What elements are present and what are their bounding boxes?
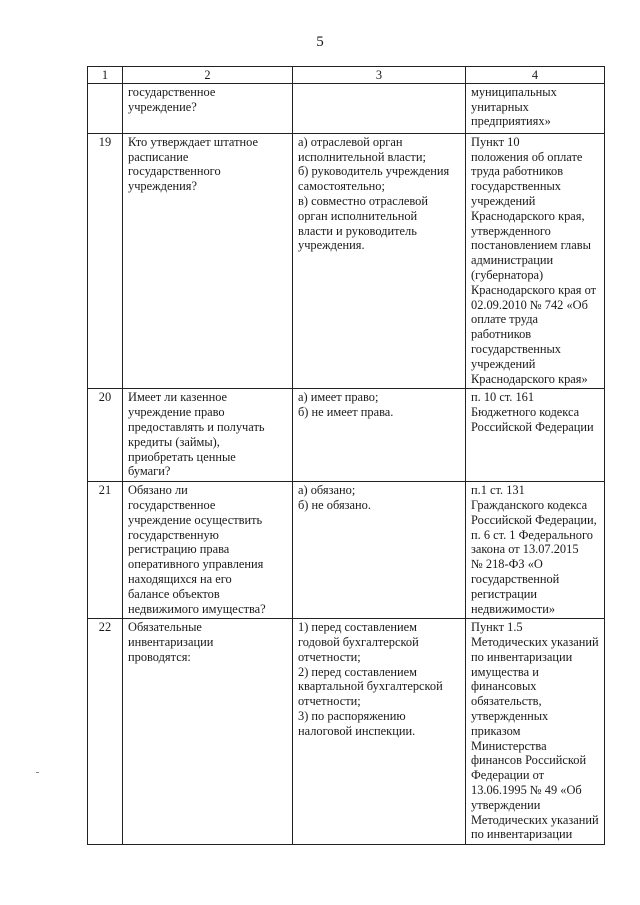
row-number: 19 bbox=[88, 133, 123, 389]
source-cell: Пункт 10 положения об оплате труда работников государственных учреждений Краснодарского края, утвержденного постановлением главы администрации (губернатора) Краснодарского края от 02.09.2010 № 742 «Об оплате труда работников государственных учреждений Краснодарского края» bbox=[466, 133, 605, 389]
answers-cell bbox=[293, 83, 466, 133]
column-header-question: 2 bbox=[123, 67, 293, 84]
answers-cell: 1) перед составлением годовой бухгалтерской отчетности; 2) перед составлением квартальной бухгалтерской отчетности; 3) по распоряжению налоговой инспекции. bbox=[293, 619, 466, 845]
row-number bbox=[88, 83, 123, 133]
row-number: 22 bbox=[88, 619, 123, 845]
question-cell: Обязано ли государственное учреждение осуществить государственную регистрацию права оперативного управления находящихся на его балансе объектов недвижимого имущества? bbox=[123, 482, 293, 619]
table-header-row bbox=[88, 67, 605, 84]
question-cell: Кто утверждает штатное расписание государственного учреждения? bbox=[123, 133, 293, 389]
margin-mark bbox=[36, 772, 39, 773]
row-number: 21 bbox=[88, 482, 123, 619]
row-number: 20 bbox=[88, 389, 123, 482]
table-row bbox=[88, 83, 605, 133]
column-header-answers: 3 bbox=[293, 67, 466, 84]
table-row bbox=[88, 133, 605, 389]
questions-table bbox=[87, 66, 605, 845]
source-cell: п. 10 ст. 161 Бюджетного кодекса Российской Федерации bbox=[466, 389, 605, 482]
column-header-source: 4 bbox=[466, 67, 605, 84]
column-header-number: 1 bbox=[88, 67, 123, 84]
table-row bbox=[88, 389, 605, 482]
answers-cell: а) имеет право; б) не имеет права. bbox=[293, 389, 466, 482]
question-cell: Обязательные инвентаризации проводятся: bbox=[123, 619, 293, 845]
source-cell: муниципальных унитарных предприятиях» bbox=[466, 83, 605, 133]
question-cell: государственное учреждение? bbox=[123, 83, 293, 133]
answers-cell: а) отраслевой орган исполнительной власти; б) руководитель учреждения самостоятельно; в) совместно отраслевой орган исполнительной власти и руководитель учреждения. bbox=[293, 133, 466, 389]
answers-cell: а) обязано; б) не обязано. bbox=[293, 482, 466, 619]
question-cell: Имеет ли казенное учреждение право предоставлять и получать кредиты (займы), приобретать ценные бумаги? bbox=[123, 389, 293, 482]
source-cell: п.1 ст. 131 Гражданского кодекса Российской Федерации, п. 6 ст. 1 Федерального закона от 13.07.2015 № 218-ФЗ «О государственной регистрации недвижимости» bbox=[466, 482, 605, 619]
table-row bbox=[88, 482, 605, 619]
table-row bbox=[88, 619, 605, 845]
source-cell: Пункт 1.5 Методических указаний по инвентаризации имущества и финансовых обязательств, утвержденных приказом Министерства финансов Российской Федерации от 13.06.1995 № 49 «Об утверждении Методических указаний по инвентаризации bbox=[466, 619, 605, 845]
page-number: 5 bbox=[316, 34, 324, 50]
